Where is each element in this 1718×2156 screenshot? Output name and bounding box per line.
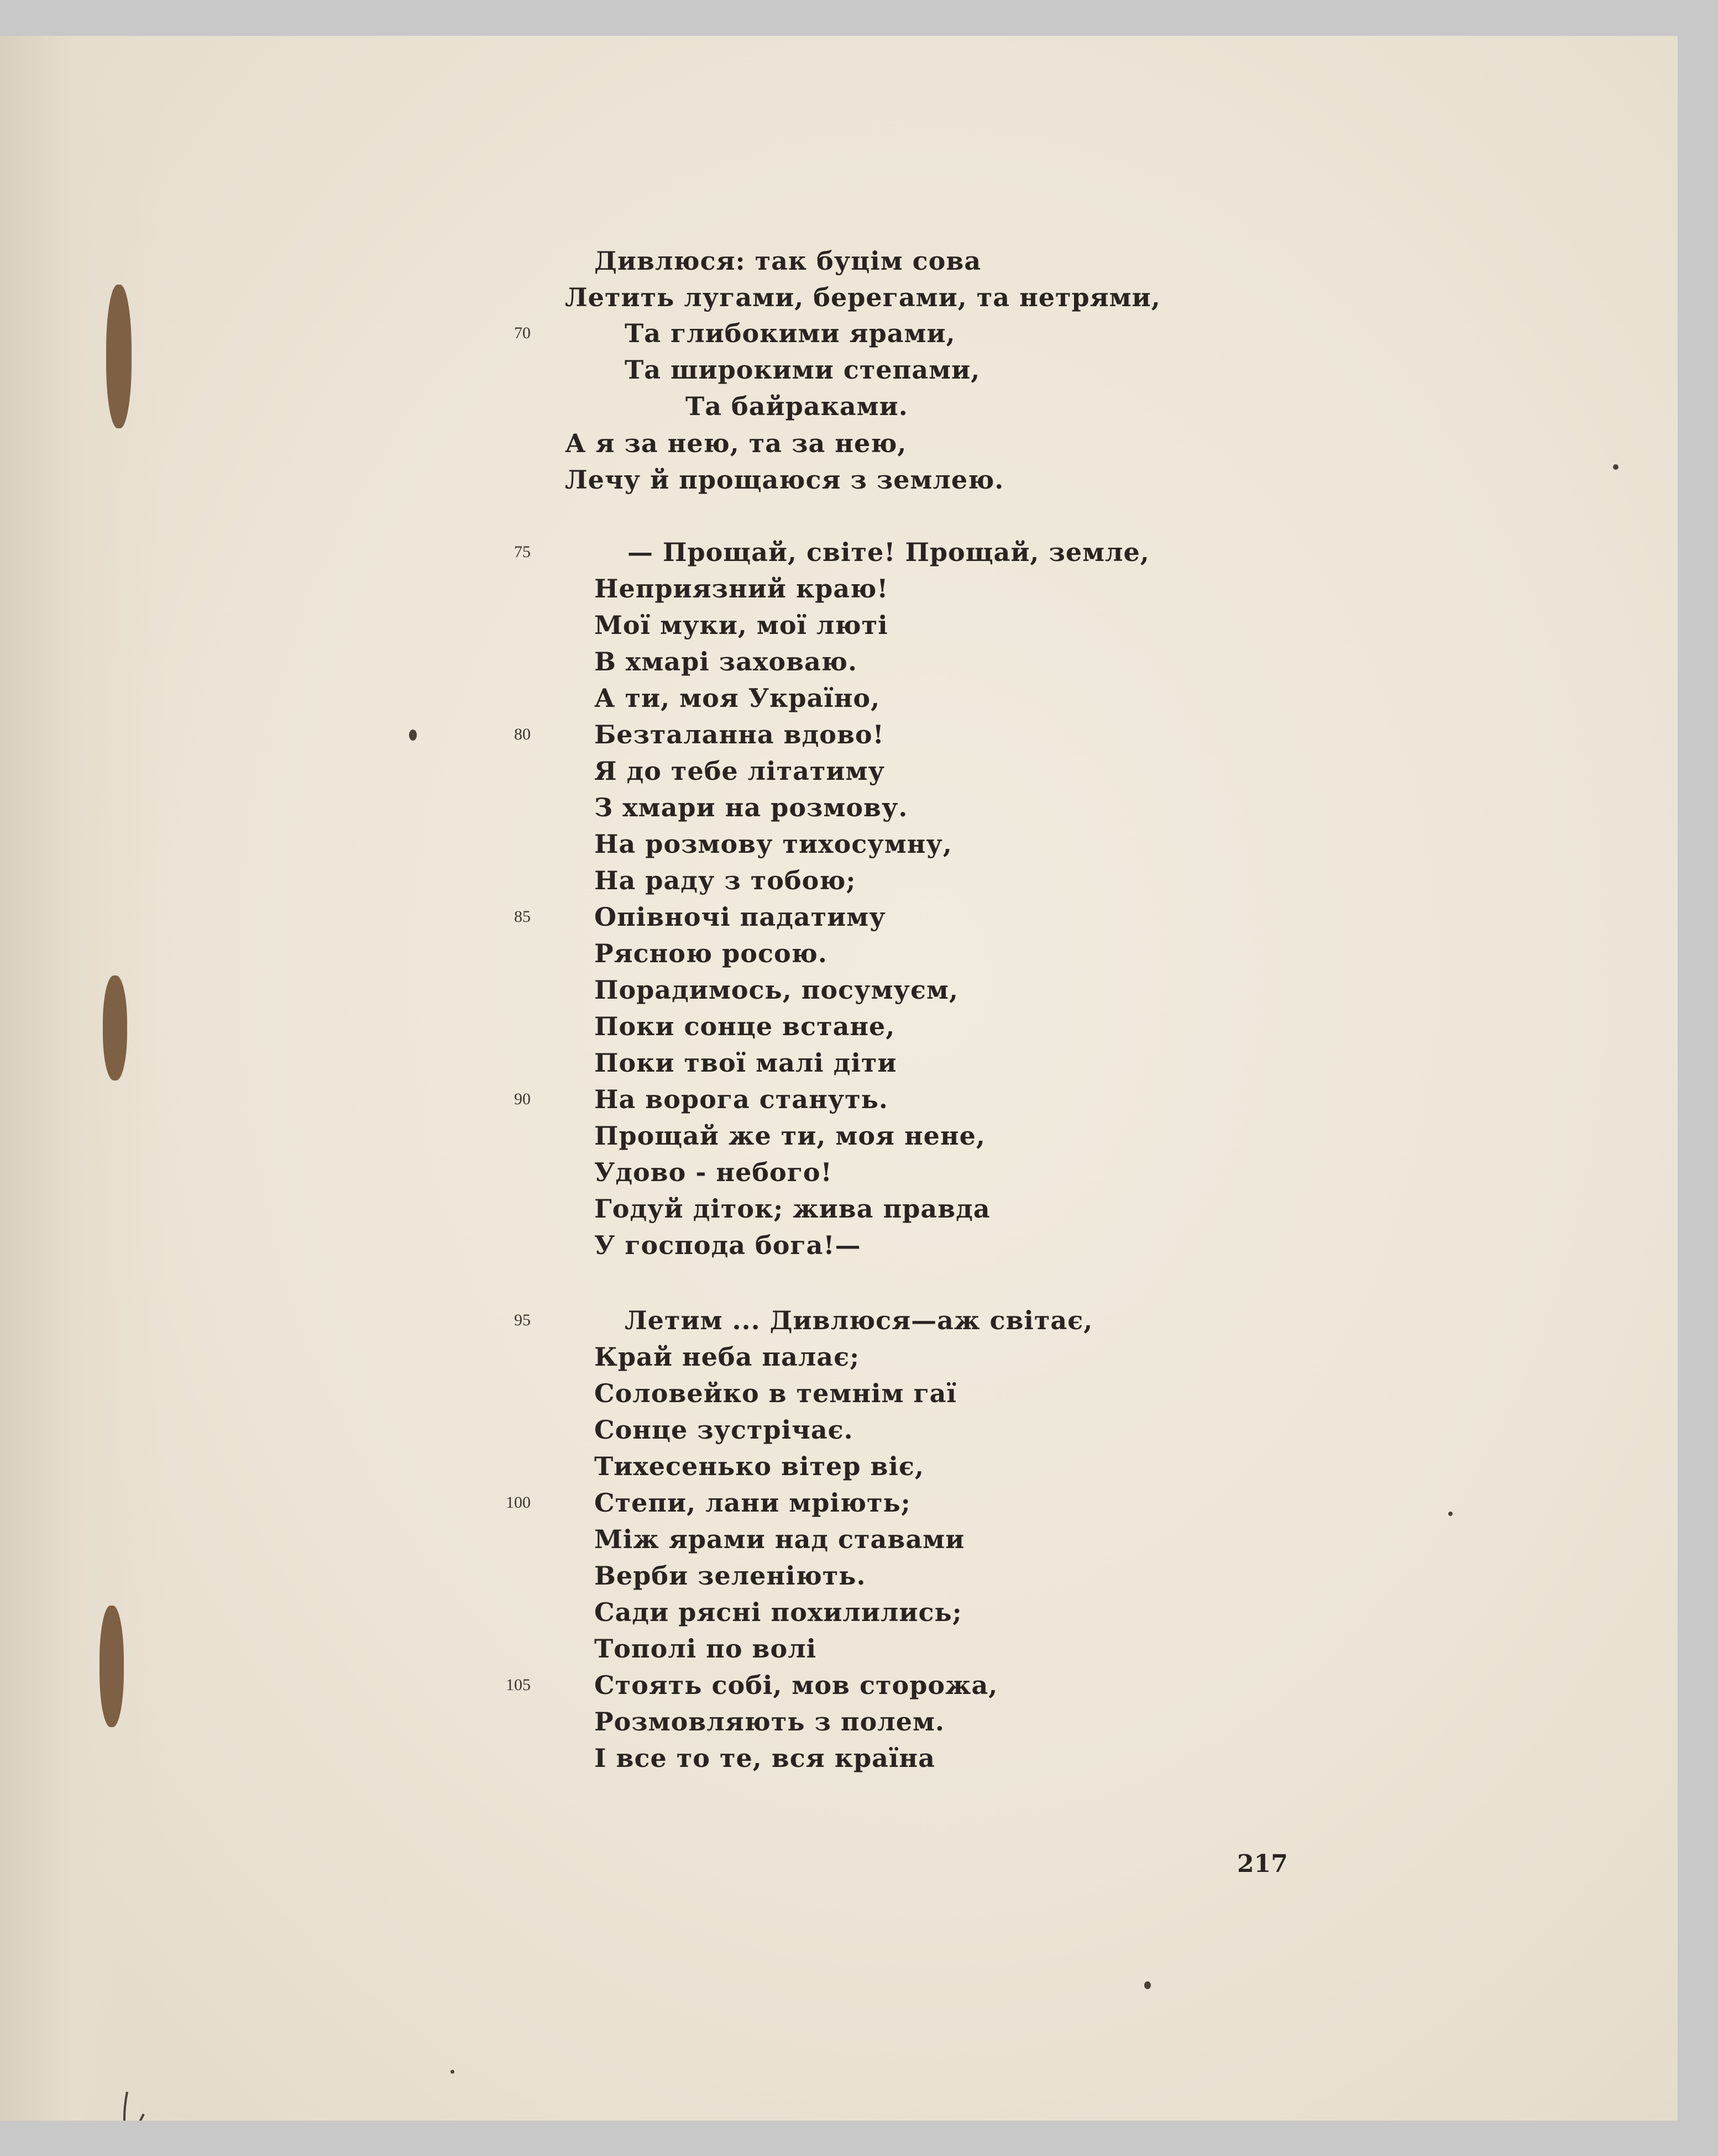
poem-line: Степи, лани мріють; xyxy=(594,1488,911,1518)
poem-line: На розмову тихосумну, xyxy=(594,829,952,859)
line-number: 75 xyxy=(514,543,531,561)
poem-line: Прощай же ти, моя нене, xyxy=(594,1121,986,1151)
poem-line: В хмарі заховаю. xyxy=(594,647,857,676)
poem-line: Порадимось, посумуєм, xyxy=(594,975,958,1005)
line-number: 95 xyxy=(514,1311,531,1329)
poem-line: Неприязний краю! xyxy=(594,574,889,604)
poem-line: Я до тебе літатиму xyxy=(594,756,885,786)
line-number: 80 xyxy=(514,725,531,743)
poem-line: Лечу й прощаюся з землею. xyxy=(565,465,1004,495)
poem-line: А ти, моя Україно, xyxy=(594,683,881,713)
poem-line: Тихесенько вітер віє, xyxy=(594,1451,924,1481)
poem-line: Безталанна вдово! xyxy=(594,720,884,749)
poem-line: На ворога стануть. xyxy=(594,1084,888,1114)
poem-line: З хмари на розмову. xyxy=(594,793,908,822)
poem-line: Рясною росою. xyxy=(594,938,827,968)
poem-line: — Прощай, світе! Прощай, земле, xyxy=(627,537,1150,567)
poem-line: Соловейко в темнім гаї xyxy=(594,1378,957,1408)
poem-text xyxy=(0,36,1678,2121)
poem-line: Удово - небого! xyxy=(594,1157,832,1187)
poem-line: Опівночі падатиму xyxy=(594,902,886,932)
line-number: 105 xyxy=(506,1676,531,1694)
line-number: 70 xyxy=(514,324,531,342)
poem-line: Тополі по волі xyxy=(594,1634,817,1664)
poem-line: І все то те, вся країна xyxy=(594,1743,935,1773)
poem-line: Та глибокими ярами, xyxy=(625,318,956,348)
page-number: 217 xyxy=(1237,1850,1288,1878)
poem-line: Годуй діток; жива правда xyxy=(594,1194,991,1224)
poem-line: Поки сонце встане, xyxy=(594,1011,895,1041)
poem-line: Та широкими степами, xyxy=(625,355,981,385)
poem-line: Край неба палає; xyxy=(594,1342,860,1372)
poem-line: Мої муки, мої люті xyxy=(594,610,888,640)
poem-line: А я за нею, та за нею, xyxy=(565,428,907,458)
poem-line: Летить лугами, берегами, та нетрями, xyxy=(565,282,1161,312)
line-number: 100 xyxy=(506,1493,531,1512)
poem-line: Верби зеленіють. xyxy=(594,1561,866,1591)
line-number: 90 xyxy=(514,1090,531,1108)
book-page xyxy=(0,36,1678,2121)
poem-line: Стоять собі, мов сторожа, xyxy=(594,1670,998,1700)
poem-line: На раду з тобою; xyxy=(594,865,856,895)
poem-line: Розмовляють з полем. xyxy=(594,1707,945,1737)
poem-line: Поки твої малі діти xyxy=(594,1048,897,1078)
poem-line: Дивлюся: так буцім сова xyxy=(594,246,982,276)
poem-line: Сонце зустрічає. xyxy=(594,1415,853,1445)
line-number: 85 xyxy=(514,907,531,926)
poem-line: Та байраками. xyxy=(685,391,908,421)
poem-line: Між ярами над ставами xyxy=(594,1524,965,1554)
poem-line: У господа бога!— xyxy=(594,1230,861,1260)
poem-line: Сади рясні похилились; xyxy=(594,1597,962,1627)
poem-line: Летим ... Дивлюся—аж світає, xyxy=(625,1305,1093,1335)
